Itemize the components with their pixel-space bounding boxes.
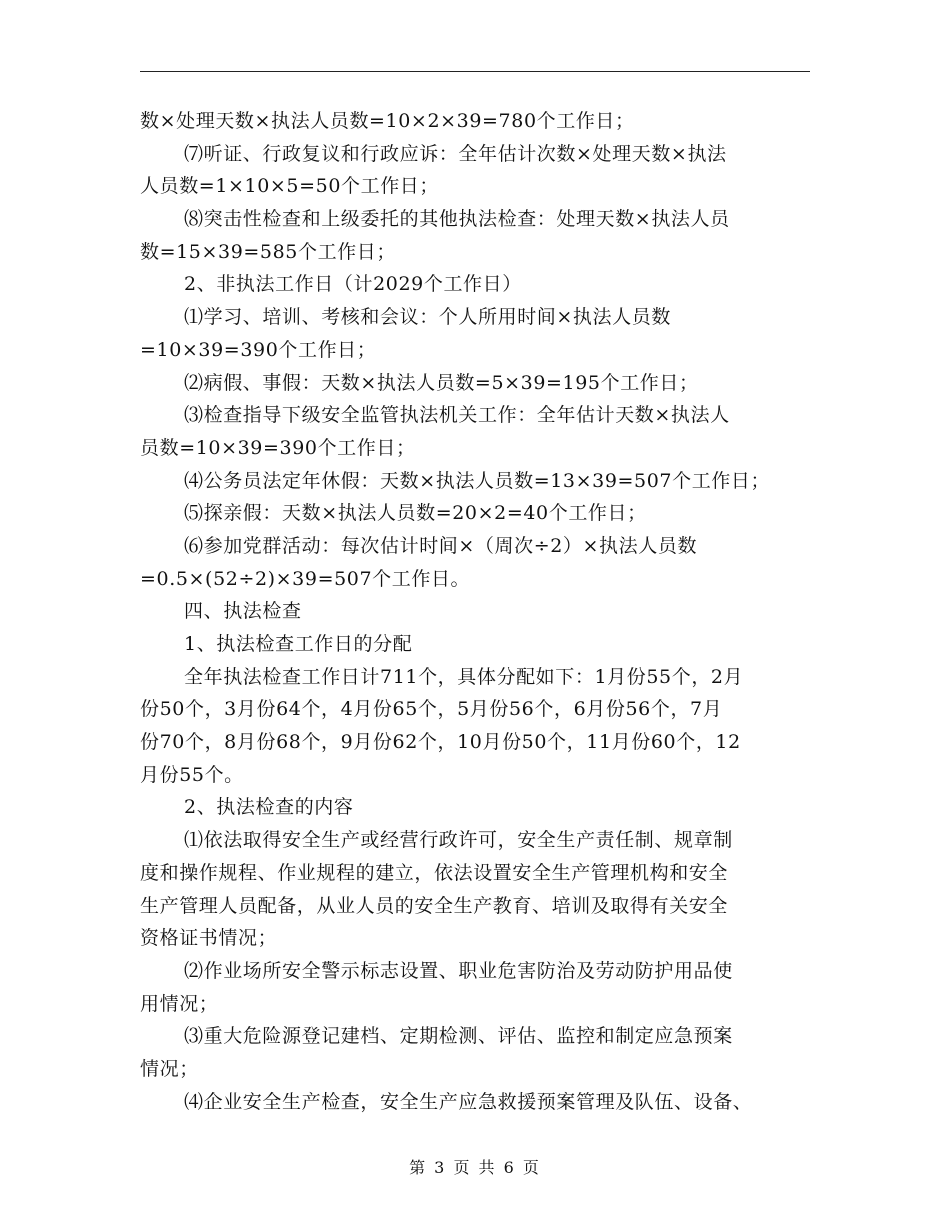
document-body: [140, 105, 812, 1118]
text-line: ⑵病假、事假：天数×执法人员数=5×39=195个工作日；: [184, 371, 699, 394]
text-line: 人员数=1×10×5=50个工作日；: [140, 175, 440, 198]
text-line: ⑶检查指导下级安全监管执法机关工作：全年估计天数×执法人: [184, 404, 730, 427]
text-line: ⑸探亲假：天数×执法人员数=20×2=40个工作日；: [184, 502, 647, 525]
text-line: 份70个，8月份68个，9月份62个，10月份50个，11月份60个，12: [140, 731, 741, 754]
text-line: 生产管理人员配备，从业人员的安全生产教育、培训及取得有关安全: [140, 894, 729, 917]
text-line: ⑵作业场所安全警示标志设置、职业危害防治及劳动防护用品使: [184, 959, 733, 982]
text-line: 份50个，3月份64个，4月份65个，5月份56个，6月份56个，7月: [140, 698, 723, 721]
text-line: 2、非执法工作日（计2029个工作日）: [184, 273, 522, 296]
text-line: ⑴学习、培训、考核和会议：个人所用时间×执法人员数: [184, 306, 671, 329]
text-line: 四、执法检查: [184, 600, 302, 623]
text-line: =0.5×(52÷2)×39=507个工作日。: [140, 567, 471, 590]
text-line: 数×处理天数×执法人员数=10×2×39=780个工作日；: [140, 110, 635, 132]
text-line: ⑷企业安全生产检查，安全生产应急救援预案管理及队伍、设备、: [184, 1090, 753, 1113]
text-line: 员数=10×39=390个工作日；: [140, 436, 416, 459]
header-rule: [140, 71, 810, 72]
text-line: 全年执法检查工作日计711个，具体分配如下：1月份55个，2月: [184, 665, 744, 688]
text-line: 资格证书情况；: [140, 927, 278, 950]
text-line: 度和操作规程、作业规程的建立，依法设置安全生产管理机构和安全: [140, 861, 729, 884]
text-line: 1、执法检查工作日的分配: [184, 633, 413, 655]
text-line: ⑶重大危险源登记建档、定期检测、评估、监控和制定应急预案: [184, 1025, 733, 1048]
text-line: ⑺听证、行政复议和行政应诉：全年估计次数×处理天数×执法: [184, 142, 727, 165]
text-line: 月份55个。: [140, 763, 244, 786]
text-line: ⑴依法取得安全生产或经营行政许可，安全生产责任制、规章制: [184, 829, 733, 852]
text-line: 用情况；: [140, 992, 219, 1015]
text-line: ⑷公务员法定年休假：天数×执法人员数=13×39=507个工作日；: [184, 469, 771, 492]
text-line: 2、执法检查的内容: [184, 796, 354, 819]
text-line: 情况；: [140, 1057, 199, 1080]
text-line: ⑹参加党群活动：每次估计时间×（周次÷2）×执法人员数: [184, 534, 698, 557]
text-line: =10×39=390个工作日；: [140, 338, 377, 361]
text-line: 数=15×39=585个工作日；: [140, 240, 396, 263]
page-footer: 第 3 页 共 6 页: [409, 1158, 541, 1177]
text-line: ⑻突击性检查和上级委托的其他执法检查：处理天数×执法人员: [184, 208, 730, 231]
